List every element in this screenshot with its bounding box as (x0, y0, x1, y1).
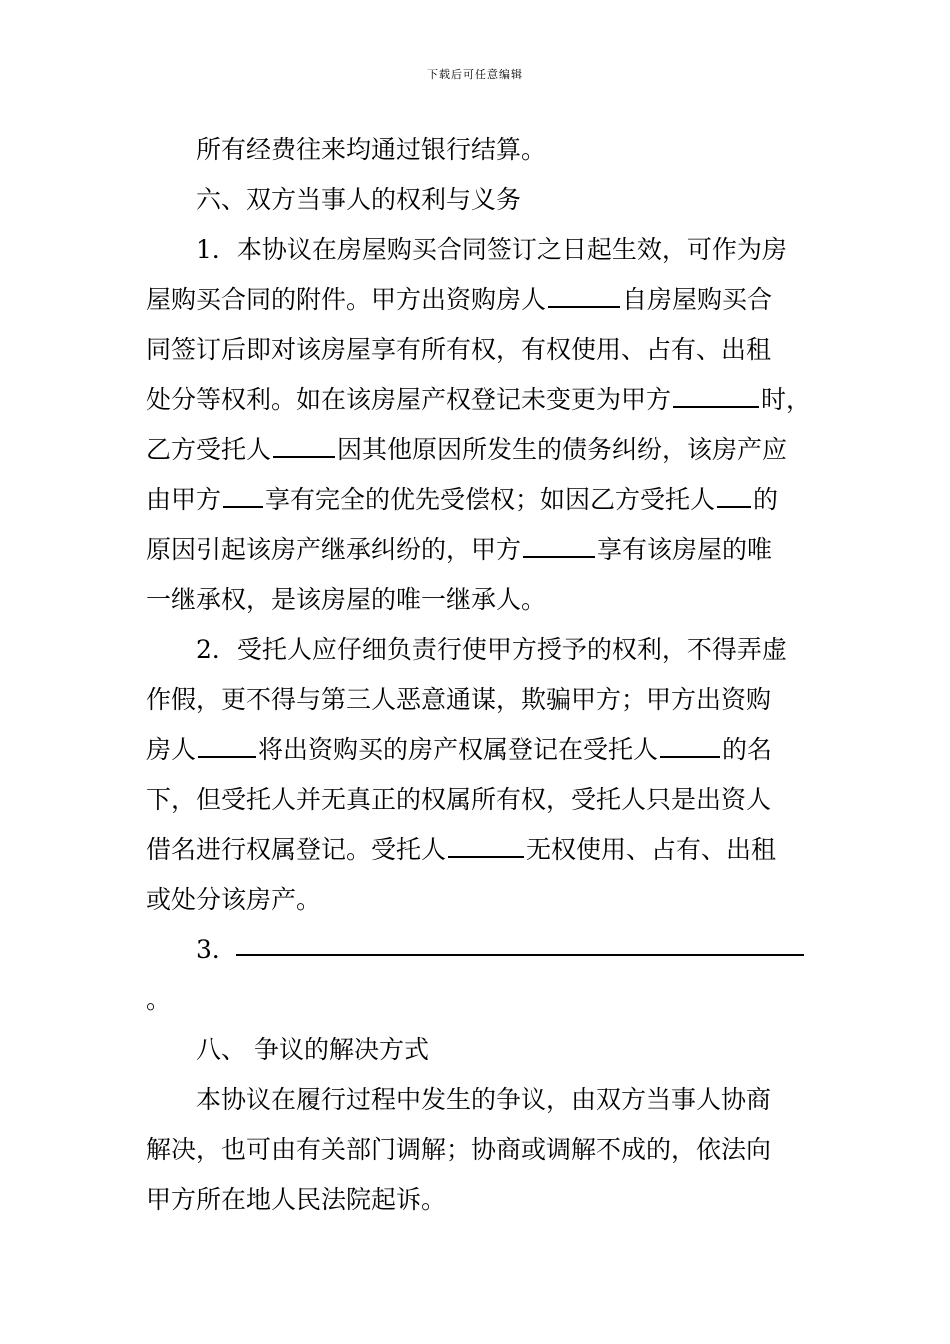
paragraph-line: 甲方所在地人民法院起诉。 (146, 1185, 447, 1214)
paragraph-line: 原因引起该房产继承纠纷的，甲方 享有该房屋的唯 (146, 535, 773, 564)
fill-blank (198, 734, 256, 758)
section-heading: 六、双方当事人的权利与义务 (196, 185, 522, 214)
fill-blank (448, 834, 524, 858)
paragraph-line: 由甲方 享有完全的优先受偿权；如因乙方受托人 的 (146, 485, 779, 514)
paragraph-line: 3． (196, 935, 237, 964)
fill-blank (673, 384, 759, 408)
paragraph-line: 下，但受托人并无真正的权属所有权，受托人只是出资人 (146, 785, 772, 814)
paragraph-line: 解决，也可由有关部门调解；协商或调解不成的，依法向 (146, 1135, 772, 1164)
fill-blank (717, 484, 751, 508)
paragraph-line: 房人 将出资购买的房产权属登记在受托人 的名 (146, 735, 773, 764)
paragraph-line: 处分等权利。如在该房屋产权登记未变更为甲方 时， (146, 385, 812, 414)
paragraph-line: 2．受托人应仔细负责行使甲方授予的权利，不得弄虚 (196, 635, 787, 664)
fill-blank (660, 734, 720, 758)
paragraph-line: 一继承权，是该房屋的唯一继承人。 (146, 585, 547, 614)
paragraph-line: 借名进行权属登记。受托人 无权使用、占有、出租 (146, 835, 777, 864)
fill-blank (548, 284, 620, 308)
paragraph-line: 屋购买合同的附件。甲方出资购房人 自房屋购买合 (146, 285, 773, 314)
page-header: 下载后可任意编辑 (427, 68, 523, 81)
long-fill-blank (236, 954, 804, 956)
paragraph-line: 1．本协议在房屋购买合同签订之日起生效，可作为房 (196, 235, 787, 264)
paragraph-line: 作假，更不得与第三人恶意通谋，欺骗甲方；甲方出资购 (146, 685, 772, 714)
paragraph-line: 或处分该房产。 (146, 885, 322, 914)
section-heading: 八、 争议的解决方式 (196, 1035, 429, 1064)
fill-blank (273, 434, 335, 458)
paragraph-line: 乙方受托人 因其他原因所发生的债务纠纷，该房产应 (146, 435, 788, 464)
fill-blank (223, 484, 263, 508)
fill-blank (523, 534, 595, 558)
paragraph-line: 同签订后即对该房屋享有所有权，有权使用、占有、出租 (146, 335, 772, 364)
paragraph-line: 本协议在履行过程中发生的争议，由双方当事人协商 (196, 1085, 772, 1114)
paragraph-line: 。 (146, 985, 172, 1014)
paragraph-line: 所有经费往来均通过银行结算。 (196, 135, 547, 164)
